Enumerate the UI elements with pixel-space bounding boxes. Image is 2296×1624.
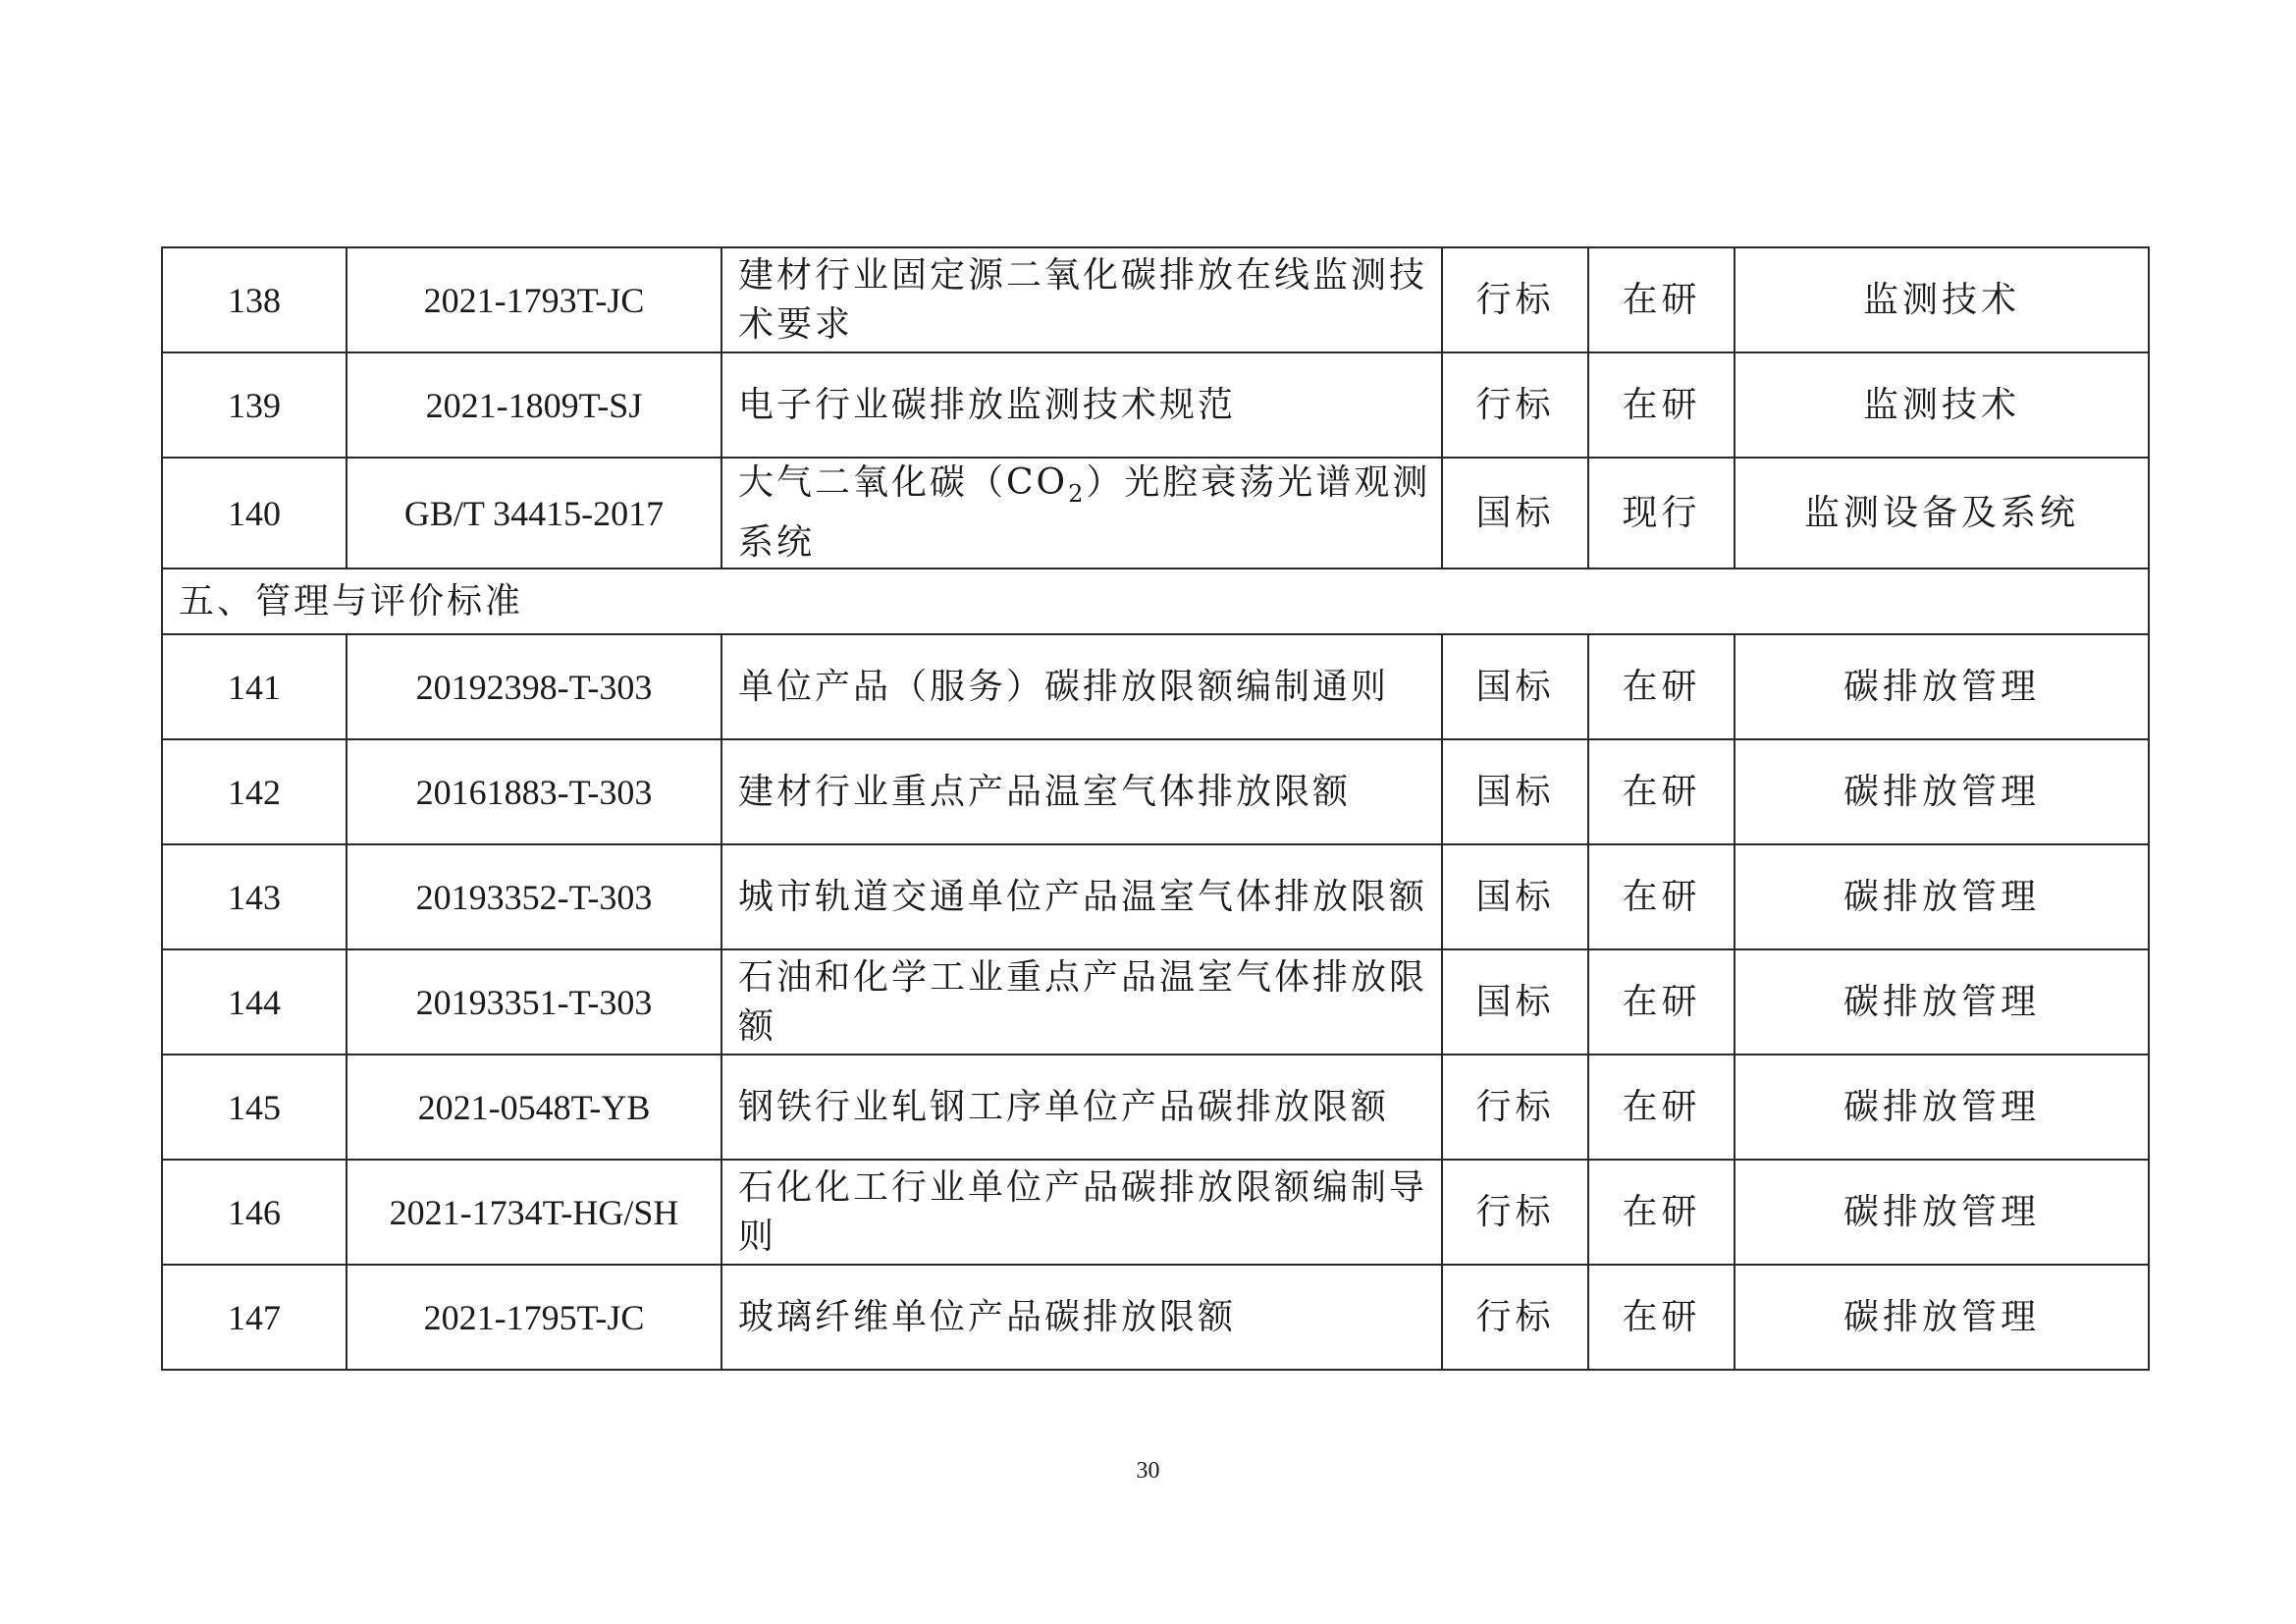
table-row	[162, 1160, 2149, 1265]
standard-type: 行标	[1442, 1055, 1588, 1160]
standard-status: 在研	[1588, 247, 1735, 352]
standard-name: 建材行业固定源二氧化碳排放在线监测技术要求	[721, 247, 1442, 352]
standard-code: 2021-1734T-HG/SH	[347, 1160, 721, 1265]
row-number: 138	[162, 247, 347, 352]
standard-name-part: ）光腔衰荡光谱观测系统	[738, 462, 1431, 564]
row-number: 139	[162, 352, 347, 458]
standard-category: 碳排放管理	[1735, 1055, 2149, 1160]
standard-name: 玻璃纤维单位产品碳排放限额	[721, 1265, 1442, 1370]
table-row	[162, 352, 2149, 458]
standard-category: 碳排放管理	[1735, 739, 2149, 844]
standard-code: 2021-0548T-YB	[347, 1055, 721, 1160]
table-row	[162, 1055, 2149, 1160]
standard-status: 在研	[1588, 1055, 1735, 1160]
table-row	[162, 634, 2149, 739]
standard-status: 在研	[1588, 844, 1735, 949]
table-row	[162, 949, 2149, 1055]
standard-type: 行标	[1442, 352, 1588, 458]
standard-type: 行标	[1442, 247, 1588, 352]
standard-type: 国标	[1442, 458, 1588, 568]
standard-status: 在研	[1588, 634, 1735, 739]
standard-category: 碳排放管理	[1735, 844, 2149, 949]
standard-name: 电子行业碳排放监测技术规范	[721, 352, 1442, 458]
standard-code: 20192398-T-303	[347, 634, 721, 739]
standard-category: 碳排放管理	[1735, 1160, 2149, 1265]
standard-status: 现行	[1588, 458, 1735, 568]
standard-name-part: 大气二氧化碳（CO	[738, 462, 1069, 503]
row-number: 144	[162, 949, 347, 1055]
standard-status: 在研	[1588, 949, 1735, 1055]
standard-category: 碳排放管理	[1735, 634, 2149, 739]
standard-name: 石化化工行业单位产品碳排放限额编制导则	[721, 1160, 1442, 1265]
standard-status: 在研	[1588, 1265, 1735, 1370]
row-number: 143	[162, 844, 347, 949]
standard-name: 建材行业重点产品温室气体排放限额	[721, 739, 1442, 844]
table-row	[162, 739, 2149, 844]
table-row	[162, 844, 2149, 949]
row-number: 140	[162, 458, 347, 568]
standard-type: 行标	[1442, 1160, 1588, 1265]
standard-name: 城市轨道交通单位产品温室气体排放限额	[721, 844, 1442, 949]
standard-type: 国标	[1442, 949, 1588, 1055]
row-number: 147	[162, 1265, 347, 1370]
standard-category: 监测设备及系统	[1735, 458, 2149, 568]
standard-status: 在研	[1588, 1160, 1735, 1265]
standard-code: 20193351-T-303	[347, 949, 721, 1055]
standards-table	[161, 246, 2150, 1371]
row-number: 146	[162, 1160, 347, 1265]
standard-code: GB/T 34415-2017	[347, 458, 721, 568]
standard-category: 碳排放管理	[1735, 1265, 2149, 1370]
standard-name	[721, 458, 1442, 568]
standard-category: 碳排放管理	[1735, 949, 2149, 1055]
standard-name: 石油和化学工业重点产品温室气体排放限额	[721, 949, 1442, 1055]
standard-category: 监测技术	[1735, 352, 2149, 458]
standard-type: 国标	[1442, 634, 1588, 739]
section-title: 五、管理与评价标准	[162, 568, 2149, 634]
page-number: 30	[1136, 1458, 1160, 1484]
standard-code: 2021-1809T-SJ	[347, 352, 721, 458]
co2-subscript: 2	[1068, 480, 1087, 509]
row-number: 142	[162, 739, 347, 844]
standard-type: 行标	[1442, 1265, 1588, 1370]
section-row	[162, 568, 2149, 634]
standard-code: 2021-1793T-JC	[347, 247, 721, 352]
table-row	[162, 1265, 2149, 1370]
standard-category: 监测技术	[1735, 247, 2149, 352]
row-number: 145	[162, 1055, 347, 1160]
standard-status: 在研	[1588, 739, 1735, 844]
standard-code: 2021-1795T-JC	[347, 1265, 721, 1370]
row-number: 141	[162, 634, 347, 739]
standard-name: 单位产品（服务）碳排放限额编制通则	[721, 634, 1442, 739]
standard-type: 国标	[1442, 739, 1588, 844]
standard-name: 钢铁行业轧钢工序单位产品碳排放限额	[721, 1055, 1442, 1160]
standard-code: 20161883-T-303	[347, 739, 721, 844]
standard-type: 国标	[1442, 844, 1588, 949]
standard-code: 20193352-T-303	[347, 844, 721, 949]
table-row	[162, 247, 2149, 352]
table-row	[162, 458, 2149, 568]
standard-status: 在研	[1588, 352, 1735, 458]
